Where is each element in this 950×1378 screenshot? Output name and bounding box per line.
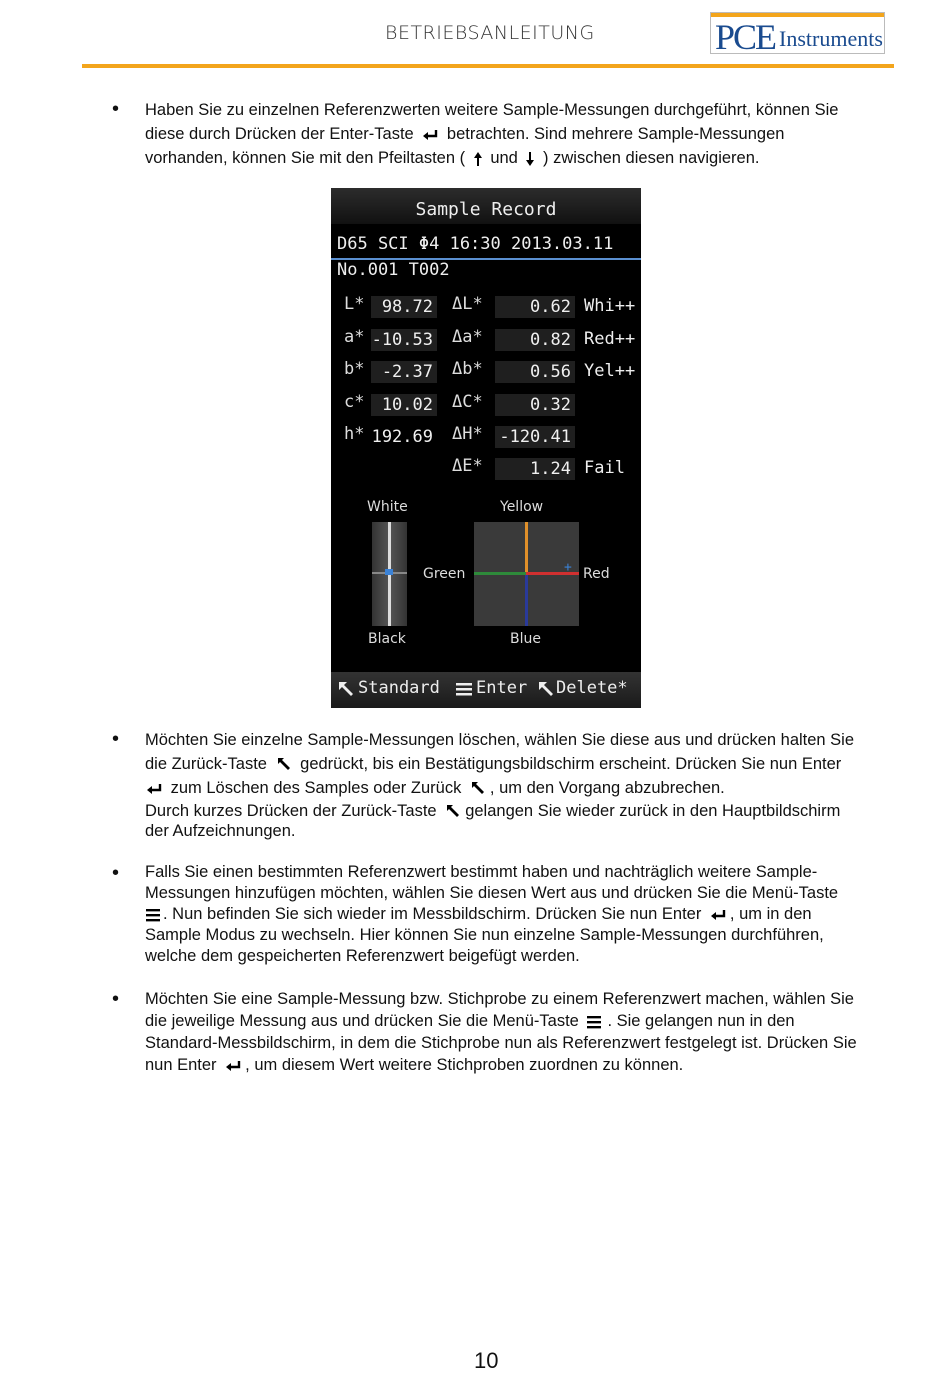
logo-instruments-text: Instruments — [779, 26, 883, 51]
header-divider — [82, 64, 894, 68]
p3-line3b: , um in den — [729, 905, 812, 923]
pce-logo — [710, 12, 885, 57]
value-L: 98.72 — [371, 296, 437, 318]
p1-line3b: und — [490, 149, 518, 167]
p2-line4b: gelangen Sie wieder zurück in den Hauptbildschirm — [465, 802, 841, 820]
result-b: Yel++ — [584, 361, 636, 381]
back-arrow-icon-2 — [537, 680, 555, 703]
label-h: h* — [344, 424, 365, 444]
paragraph-1 — [145, 98, 895, 170]
ab-color-plane — [474, 522, 579, 626]
menu-key-icon-2 — [586, 1014, 604, 1030]
enter-key-icon-3 — [709, 907, 727, 923]
p2-line1: Möchten Sie einzelne Sample-Messungen löschen, wählen Sie diese aus und drücken halten Sie — [145, 731, 855, 749]
enter-key-icon-4 — [224, 1058, 242, 1074]
p2-line2a: die Zurück-Taste — [145, 755, 267, 773]
header-title: BETRIEBSANLEITUNG — [385, 22, 595, 44]
p4-line2b: . Sie gelangen nun in den — [607, 1012, 795, 1030]
device-screen — [331, 188, 641, 708]
arrow-up-icon — [473, 151, 483, 167]
back-arrow-icon — [337, 680, 355, 703]
bullet-1: • — [112, 98, 120, 120]
p1-line2b: betrachten. Sind mehrere Sample-Messungen — [446, 125, 785, 143]
screen-title: Sample Record — [331, 188, 641, 224]
p4-line4b: , um diesem Wert weitere Stichproben zuordnen zu können. — [245, 1056, 684, 1074]
result-dE: Fail — [584, 458, 625, 478]
value-b: -2.37 — [371, 361, 437, 383]
value-h: 192.69 — [367, 426, 437, 448]
p2-line4a: Durch kurzes Drücken der Zurück-Taste — [145, 802, 437, 820]
result-L: Whi++ — [584, 296, 636, 316]
result-a: Red++ — [584, 329, 636, 349]
p2-line3b: , um den Vorgang abzubrechen. — [489, 779, 725, 797]
p2-line3a: zum Löschen des Samples oder Zurück — [170, 779, 462, 797]
value-dE: 1.24 — [495, 458, 575, 480]
label-dH: ΔH* — [452, 424, 483, 444]
caption-yellow: Yellow — [500, 499, 544, 515]
paragraph-4 — [145, 988, 895, 1076]
caption-black: Black — [368, 631, 406, 647]
value-c: 10.02 — [371, 394, 437, 416]
ab-marker-icon: + — [564, 560, 572, 575]
lightness-bar — [372, 522, 407, 626]
lightness-marker — [385, 569, 393, 575]
label-b: b* — [344, 359, 365, 379]
p3-line3a: . Nun befinden Sie sich wieder im Messbildschirm. Drücken Sie nun Enter — [163, 905, 702, 923]
bullet-4: • — [112, 988, 120, 1010]
value-db: 0.56 — [495, 361, 575, 383]
p2-line2b: gedrückt, bis ein Bestätigungsbildschirm erscheint. Drücken Sie nun Enter — [300, 755, 842, 773]
paragraph-3 — [145, 862, 895, 967]
menu-key-icon — [145, 907, 163, 923]
label-db: Δb* — [452, 359, 483, 379]
label-L: L* — [344, 294, 365, 314]
label-dL: ΔL* — [452, 294, 483, 314]
screen-footer — [331, 672, 641, 708]
caption-white: White — [367, 499, 408, 515]
back-key-icon-3 — [444, 804, 462, 820]
p1-line1: Haben Sie zu einzelnen Referenzwerten weitere Sample-Messungen durchgeführt, können Sie — [145, 101, 839, 119]
label-dE: ΔE* — [452, 456, 483, 476]
back-key-icon-2 — [469, 781, 487, 797]
value-da: 0.82 — [495, 329, 575, 351]
label-a: a* — [344, 327, 365, 347]
p2-line5: der Aufzeichnungen. — [145, 822, 296, 840]
p3-line2: Messungen hinzufügen möchten, wählen Sie diesen Wert aus und drücken Sie die Menü-Taste — [145, 884, 839, 902]
caption-blue: Blue — [510, 631, 541, 647]
p1-line2a: diese durch Drücken der Enter-Taste — [145, 125, 414, 143]
value-dH: -120.41 — [495, 426, 575, 448]
p4-line1: Möchten Sie eine Sample-Messung bzw. Stichprobe zu einem Referenzwert machen, wählen Sie — [145, 990, 854, 1008]
label-dC: ΔC* — [452, 392, 483, 412]
screen-info-line: D65 SCI Φ4 16:30 2013.03.11 — [337, 234, 614, 254]
menu-icon — [455, 680, 473, 703]
value-a: -10.53 — [371, 329, 437, 351]
p1-line3a: vorhanden, können Sie mit den Pfeiltasten ( — [145, 149, 466, 167]
enter-key-icon-2 — [145, 781, 163, 797]
screen-record-line: No.001 T002 — [337, 260, 450, 280]
screen-separator — [331, 258, 641, 260]
label-c: c* — [344, 392, 365, 412]
caption-red: Red — [583, 566, 610, 582]
back-key-icon — [275, 757, 293, 773]
p3-line4: Sample Modus zu wechseln. Hier können Sie nun einzelne Sample-Messungen durchführen, — [145, 926, 824, 944]
p3-line1: Falls Sie einen bestimmten Referenzwert bestimmt haben und nachträglich weitere Sample- — [145, 863, 818, 881]
p4-line3: Standard-Messbildschirm, in dem die Stichprobe nun als Referenzwert festgelegt ist. Drücken Sie — [145, 1034, 857, 1052]
footer-standard: Standard — [358, 678, 440, 698]
p1-line3c: ) zwischen diesen navigieren. — [543, 149, 760, 167]
label-da: Δa* — [452, 327, 483, 347]
p4-line4a: nun Enter — [145, 1056, 217, 1074]
p4-line2a: die jeweilige Messung aus und drücken Sie die Menü-Taste — [145, 1012, 579, 1030]
bullet-3: • — [112, 862, 120, 884]
caption-green: Green — [423, 566, 466, 582]
logo-pce-text: PCE — [715, 17, 776, 57]
p3-line5: welche dem gespeicherten Referenzwert beigefügt werden. — [145, 947, 580, 965]
page-number: 10 — [474, 1348, 499, 1373]
arrow-down-icon — [525, 151, 535, 167]
footer-enter: Enter — [476, 678, 528, 698]
value-dC: 0.32 — [495, 394, 575, 416]
paragraph-2 — [145, 728, 895, 840]
enter-key-icon — [421, 127, 439, 143]
footer-delete: Delete* — [556, 678, 628, 698]
bullet-2: • — [112, 728, 120, 750]
value-dL: 0.62 — [495, 296, 575, 318]
